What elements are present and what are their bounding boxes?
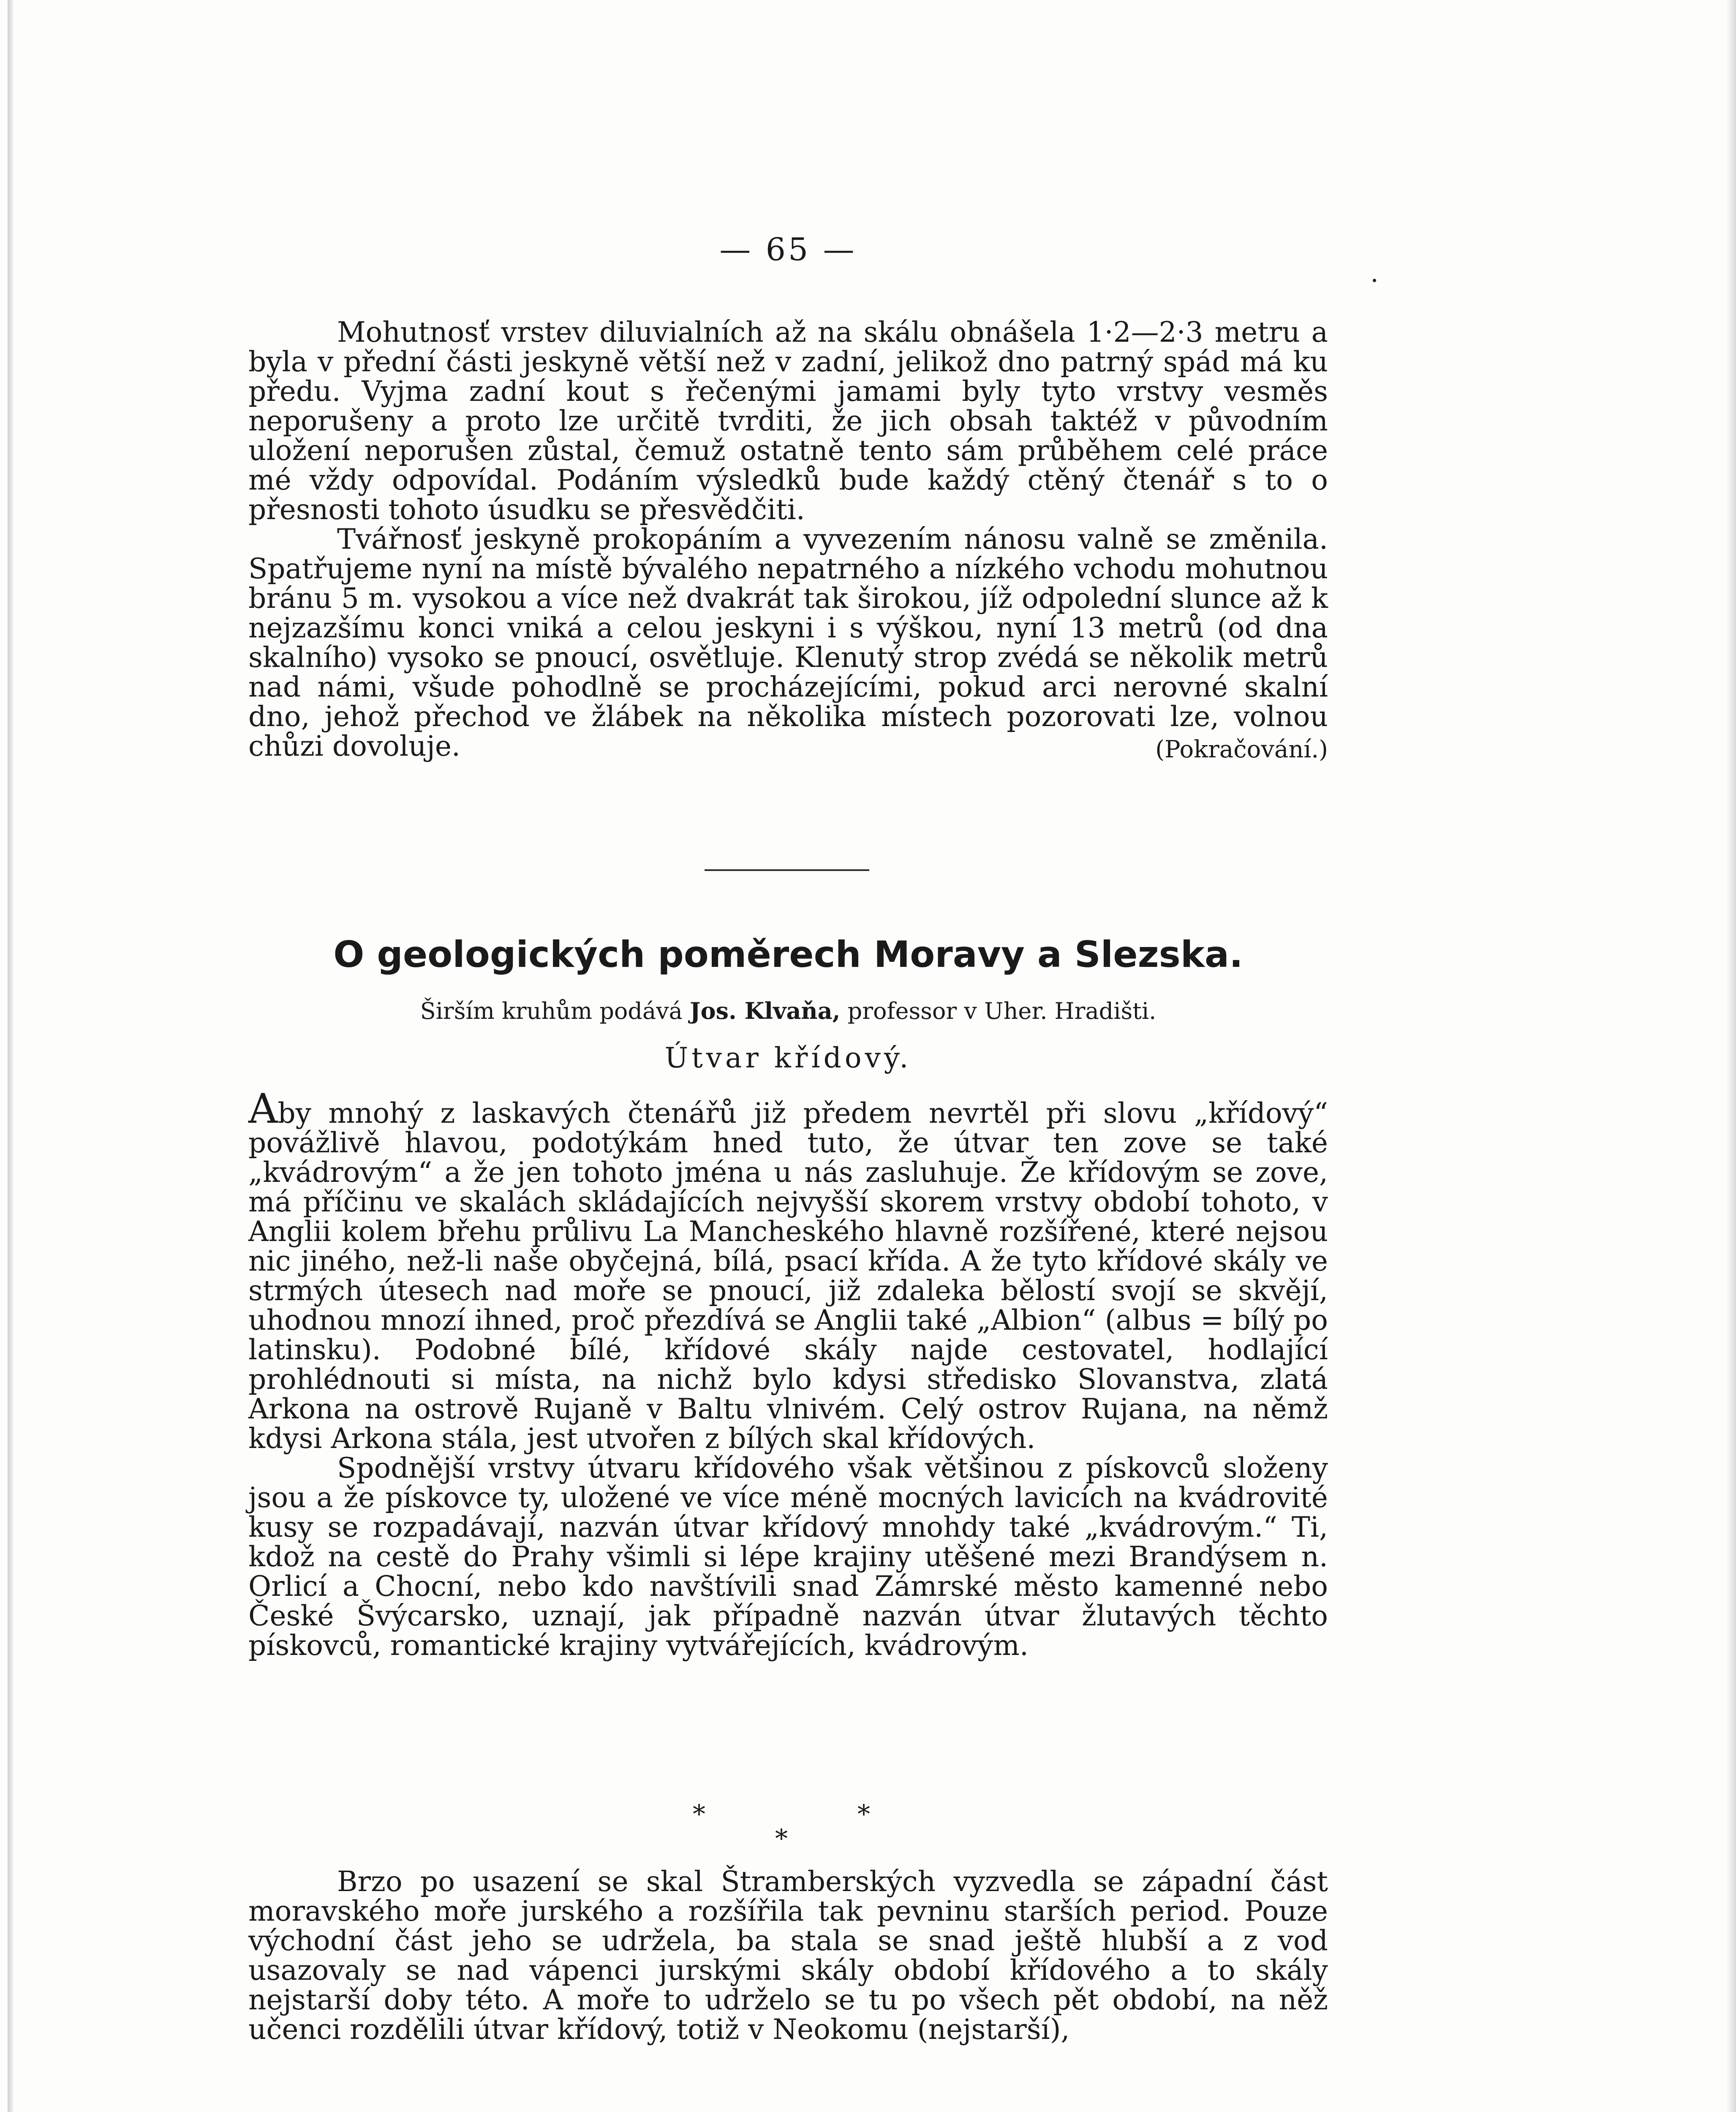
section-divider <box>705 869 869 871</box>
paragraph <box>248 525 1328 761</box>
article-body <box>248 1085 1328 1791</box>
byline-prefix: Širším kruhům podává <box>420 998 683 1024</box>
ink-speck <box>1373 279 1376 282</box>
paragraph-text: by mnohý z laskavých čtenářů již předem nevrtěl při slovu „křídový“ povážlivě hlavou, podotýkám hned tuto, že útvar ten zove se také „kvádrovým“ a že jen tohoto jména u nás zasluhuje. Že křídovým se zove, má příčinu ve skalách skládajících nejvyšší skorem vrstvy období tohoto, v Anglii kolem břehu průlivu La Mancheského hlavně rozšířené, které nejsou nic jiného, než-li naše obyčejná, bílá, psací křída. A že tyto křídové skály ve strmých útesech nad moře se pnoucí, již zdaleka bělostí svojí se skvějí, uhodnou mnozí ihned, proč přezdívá se Anglii také „Albion“ (albus = bílý po latinsku). Podobné bílé, křídové skály najde cestovatel, hodlající prohlédnouti si místa, na nichž bylo kdysi středisko Slovanstva, zlatá Arkona na ostrově Rujaně v Baltu vlnivém. Celý ostrov Rujana, na němž kdysi Arkona stála, jest utvořen z bílých skal křídových. <box>248 1097 1328 1455</box>
asterism-star: * <box>857 1799 870 1829</box>
byline-suffix: professor v Uher. Hradišti. <box>847 998 1156 1024</box>
page-edge-left <box>8 0 14 2112</box>
continued-article-text <box>248 318 1328 837</box>
paragraph-text: Tvářnosť jeskyně prokopáním a vyvezením nánosu valně se změnila. Spatřujeme nyní na místě bývalého nepatrného a nízkého vchodu mohutnou bránu 5 m. vysokou a více než dvakrát tak širokou, jíž odpolední slunce až k nejzazšímu konci vniká a celou jeskyni i s výškou, nyní 13 metrů (od dna skalního) vysoko se pnoucí, osvětluje. Klenutý strop zvédá se několik metrů nad námi, všude pohodlně se procházejícími, pokud arci nerovné skalní dno, jehož přechod ve žlábek na několika místech pozorovati lze, volnou chůzi dovoluje. <box>248 523 1328 762</box>
byline <box>248 996 1328 1026</box>
asterism-star: * <box>775 1824 788 1853</box>
section-title: Útvar křídový. <box>664 1042 912 1074</box>
drop-cap: A <box>248 1085 278 1132</box>
asterism <box>248 1799 1328 1854</box>
paragraph: Mohutnosť vrstev diluvialních až na skálu obnášela 1·2—2·3 metru a byla v přední části jeskyně větší než v zadní, jelikož dno patrný spád má ku předu. Vyjma zadní kout s řečenými jamami byly tyto vrstvy vesměs neporušeny a proto lze určitě tvrditi, že jich obsah taktéž v původním uložení neporušen zůstal, čemuž ostatně tento sám průběhem celé práce mé vždy odpovídal. Podáním výsledků bude každý ctěný čtenář s to o přesnosti tohoto úsudku se přesvědčiti. <box>248 316 1328 526</box>
author-name: Jos. Klvaňa, <box>690 997 841 1024</box>
page-edge-right <box>1727 0 1736 2112</box>
paragraph: Spodnější vrstvy útvaru křídového však většinou z pískovců složeny jsou a že pískovce ty, uložené ve více méně mocných lavicích na kvádrovité kusy se rozpadávají, nazván útvar křídový mnohdy také „kvádrovým.“ Ti, kdož na cestě do Prahy všimli si lépe krajiny utěšené mezi Brandýsem n. Orlicí a Chocní, nebo kdo navštívili snad Zámrské město kamenné nebo České Švýcarsko, uznají, jak případně nazván útvar žlutavých těchto pískovců, romantické krajiny vytvářejících, kvádrovým. <box>248 1452 1328 1662</box>
article-body-continued <box>248 1867 1328 2112</box>
asterism-star: * <box>693 1799 705 1829</box>
paragraph: Brzo po usazení se skal Štramberských vyzvedla se západní část moravského moře jurského a rozšířila tak pevninu starších period. Pouze východní část jeho se udržela, ba stala se snad ještě hlubší a z vod usazovaly se nad vápenci jurskými skály období křídového a to skály nejstarší doby této. A moře to udrželo se tu po všech pět období, na něž učenci rozdělili útvar křídový, totiž v Neokomu (nejstarší), <box>248 1865 1328 2046</box>
page-number: — 65 — <box>719 231 857 268</box>
continuation-note: (Pokračování.) <box>1155 736 1328 763</box>
article-title: O geologických poměrech Moravy a Slezska. <box>333 934 1243 976</box>
paragraph <box>248 1085 1328 1455</box>
